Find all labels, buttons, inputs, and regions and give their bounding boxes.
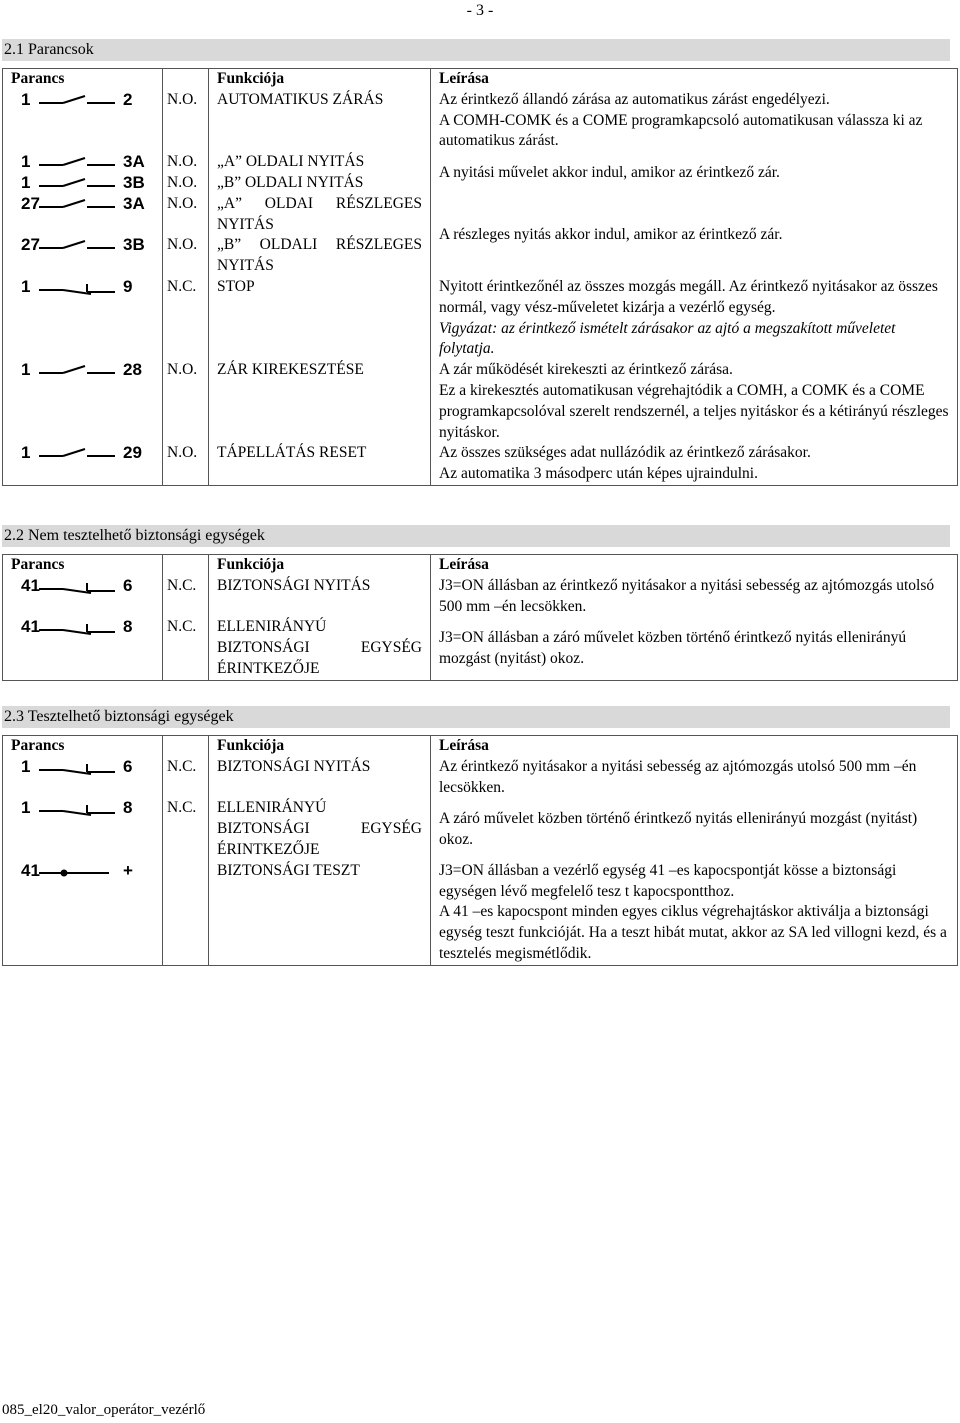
table-row xyxy=(3,861,958,965)
page-number: - 3 - xyxy=(466,2,494,19)
contact-type: N.O. xyxy=(167,153,198,171)
function-name: STOP xyxy=(217,277,255,295)
command-cell xyxy=(3,861,163,965)
header-leirasa: Leírása xyxy=(431,69,958,90)
terminal-right-label: 3B xyxy=(123,235,145,255)
table-row xyxy=(3,443,958,485)
terminal-symbol xyxy=(3,757,162,778)
terminal-symbol xyxy=(3,798,162,819)
terminal-left-label: 1 xyxy=(21,89,31,109)
nc-contact-icon xyxy=(39,577,119,597)
terminal-right-label: 28 xyxy=(123,360,142,380)
terminal-left-label: 41 xyxy=(21,617,40,637)
header-funkcioja: Funkciója xyxy=(209,736,431,757)
contact-type: N.O. xyxy=(167,444,198,462)
function-name: ELLENIRÁNYÚ BIZTONSÁGI EGYSÉG ÉRINTKEZŐJE xyxy=(217,618,422,677)
terminal-symbol xyxy=(3,277,162,298)
terminal-left-label: 1 xyxy=(21,798,31,818)
contact-type-cell xyxy=(163,861,209,965)
description-text: A nyitási művelet akkor indul, amikor az érintkező zár. xyxy=(439,163,780,181)
command-cell xyxy=(3,152,163,194)
contact-type: N.C. xyxy=(167,277,197,295)
description-text: A zár működését kirekeszti az érintkező zárása. xyxy=(439,361,733,379)
header-funkcioja: Funkciója xyxy=(209,555,431,576)
function-name: „B” OLDALI RÉSZLEGES NYITÁS xyxy=(217,236,422,275)
description-cell xyxy=(431,194,958,277)
function-name: BIZTONSÁGI NYITÁS xyxy=(217,757,371,775)
terminal-right-label: 6 xyxy=(123,756,133,776)
terminal-symbol xyxy=(3,152,162,173)
function-cell xyxy=(209,360,431,443)
function-cell xyxy=(209,798,431,860)
no-contact-icon xyxy=(39,153,119,173)
no-contact-icon xyxy=(39,174,119,194)
terminal-symbol xyxy=(3,194,162,236)
section-heading-parancsok: 2.1 Parancsok xyxy=(2,39,950,61)
description-text: A COMH-COMK és a COME programkapcsoló automatikusan válassza ki az automatikus zárást. xyxy=(439,111,923,150)
header-parancs: Parancs xyxy=(3,555,163,576)
terminal-left-label: 1 xyxy=(21,360,31,380)
terminal-left-label: 41 xyxy=(21,860,40,880)
terminal-right-label: 6 xyxy=(123,575,133,595)
command-cell xyxy=(3,576,163,618)
table-row xyxy=(3,90,958,152)
contact-type-cell xyxy=(163,798,209,860)
contact-type-cell xyxy=(163,443,209,485)
function-name: ELLENIRÁNYÚ BIZTONSÁGI EGYSÉG ÉRINTKEZŐJE xyxy=(217,799,422,858)
contact-type: N.C. xyxy=(167,757,197,775)
testable-safety-table xyxy=(2,735,958,966)
description-text: A záró művelet közben történő érintkező nyitás ellenirányú mozgást (nyitást) okoz. xyxy=(439,809,918,848)
terminal-right-label: 3B xyxy=(123,172,145,192)
contact-type: N.O. xyxy=(167,361,198,379)
description-cell xyxy=(431,277,958,360)
function-cell xyxy=(209,617,431,680)
terminal-symbol xyxy=(3,173,162,194)
description-text: Az érintkező nyitásakor a nyitási sebesség az ajtómozgás utolsó 500 mm –én lecsökken. xyxy=(439,757,917,796)
description-text: J3=ON állásban az érintkező nyitásakor a nyitási sebesség az ajtómozgás utolsó 500 mm –én lecsökken. xyxy=(439,576,935,615)
contact-type-cell xyxy=(163,194,209,277)
contact-type: N.C. xyxy=(167,799,197,817)
table-row xyxy=(3,576,958,618)
command-cell xyxy=(3,194,163,277)
header-funkcioja: Funkciója xyxy=(209,69,431,90)
terminal-left-label: 1 xyxy=(21,443,31,463)
contact-type-cell xyxy=(163,277,209,360)
description-text: A 41 –es kapocspont minden egyes ciklus végrehajtáskor aktiválja a biztonsági egység teszt funkcióját. Ha a teszt hibát mutat, akkor az SA led villogni kezd, és a tesztelés megismétlődik. xyxy=(439,903,947,962)
description-cell xyxy=(431,360,958,443)
function-name: BIZTONSÁGI TESZT xyxy=(217,861,360,879)
terminal-symbol xyxy=(3,617,162,638)
table-row xyxy=(3,617,958,680)
header-leirasa: Leírása xyxy=(431,736,958,757)
description-cell xyxy=(431,861,958,965)
description-text: A részleges nyitás akkor indul, amikor az érintkező zár. xyxy=(439,225,783,243)
table-row xyxy=(3,277,958,360)
terminal-right-label: 9 xyxy=(123,276,133,296)
terminal-left-label: 41 xyxy=(21,575,40,595)
description-cell xyxy=(431,90,958,152)
description-cell xyxy=(431,443,958,485)
command-cell xyxy=(3,798,163,860)
function-cell xyxy=(209,861,431,965)
commands-table xyxy=(2,68,958,486)
section-heading-nem-tesztelheto: 2.2 Nem tesztelhető biztonsági egységek xyxy=(2,525,950,547)
contact-type-cell xyxy=(163,90,209,152)
function-name: ZÁR KIREKESZTÉSE xyxy=(217,361,364,379)
function-cell xyxy=(209,443,431,485)
description-cell xyxy=(431,757,958,799)
terminal-right-label: 3A xyxy=(123,152,145,172)
function-cell xyxy=(209,576,431,618)
function-name: „B” OLDALI NYITÁS xyxy=(217,173,364,191)
description-text: Az automatika 3 másodperc után képes ujraindulni. xyxy=(439,465,758,483)
contact-type-cell xyxy=(163,360,209,443)
function-name: AUTOMATIKUS ZÁRÁS xyxy=(217,90,384,108)
header-parancs: Parancs xyxy=(3,736,163,757)
no-contact-icon xyxy=(39,236,119,256)
terminal-left-label: 1 xyxy=(21,276,31,296)
no-contact-icon xyxy=(39,361,119,381)
description-cell xyxy=(431,576,958,618)
command-cell xyxy=(3,360,163,443)
table-row xyxy=(3,194,958,277)
nc-contact-icon xyxy=(39,618,119,638)
section-heading-tesztelheto: 2.3 Tesztelhető biztonsági egységek xyxy=(2,706,950,728)
terminal-right-label: 8 xyxy=(123,798,133,818)
contact-type-cell xyxy=(163,576,209,618)
terminal-right-label: 2 xyxy=(123,89,133,109)
function-cell xyxy=(209,757,431,799)
table-row xyxy=(3,360,958,443)
nc-contact-icon xyxy=(39,758,119,778)
contact-type: N.O. xyxy=(167,194,198,212)
warning-note: Vigyázat: az érintkező ismételt zárásakor az ajtó a megszakított műveletet folytatja. xyxy=(439,319,896,358)
terminal-symbol xyxy=(3,235,162,277)
terminal-symbol xyxy=(3,576,162,597)
function-cell xyxy=(209,194,431,277)
contact-type: N.C. xyxy=(167,618,197,636)
function-name: TÁPELLÁTÁS RESET xyxy=(217,444,367,462)
terminal-right-label: 8 xyxy=(123,617,133,637)
command-cell xyxy=(3,277,163,360)
terminal-symbol xyxy=(3,443,162,464)
contact-type: N.O. xyxy=(167,236,198,254)
non-testable-safety-table xyxy=(2,554,958,681)
contact-type: N.C. xyxy=(167,576,197,594)
description-text: Az érintkező állandó zárása az automatikus zárást engedélyezi. xyxy=(439,90,830,108)
function-cell xyxy=(209,90,431,152)
terminal-symbol xyxy=(3,861,162,882)
contact-type-cell xyxy=(163,757,209,799)
description-cell xyxy=(431,798,958,860)
table-row xyxy=(3,757,958,799)
terminal-left-label: 27 xyxy=(21,235,40,255)
table-row xyxy=(3,152,958,194)
terminal-left-label: 27 xyxy=(21,193,40,213)
command-cell xyxy=(3,90,163,152)
terminal-symbol xyxy=(3,360,162,381)
header-leirasa: Leírása xyxy=(431,555,958,576)
description-text: J3=ON állásban a vezérlő egység 41 –es kapocspontját kösse a biztonsági egységen lévő megfelelő tesz t kapocspontthoz. xyxy=(439,861,897,900)
description-text: Nyitott érintkezőnél az összes mozgás megáll. Az érintkező nyitásakor az összes normál, vagy vész-műveletet kizárja a vezérlő egység. xyxy=(439,277,938,316)
terminal-right-label: 3A xyxy=(123,193,145,213)
no-contact-icon xyxy=(39,91,119,111)
no-contact-icon xyxy=(39,444,119,464)
command-cell xyxy=(3,443,163,485)
command-cell xyxy=(3,757,163,799)
table-row xyxy=(3,798,958,860)
test-terminal-icon xyxy=(39,862,119,882)
command-cell xyxy=(3,617,163,680)
no-contact-icon xyxy=(39,195,119,215)
description-text: Ez a kirekesztés automatikusan végrehajtódik a COMH, a COMK és a COME programkapcsolóval szerelt rendszernél, a teljes nyitáskor és a kétirányú részleges nyitáskor. xyxy=(439,381,949,441)
nc-contact-icon xyxy=(39,278,119,298)
function-cell xyxy=(209,277,431,360)
function-name: BIZTONSÁGI NYITÁS xyxy=(217,576,371,594)
description-cell xyxy=(431,152,958,194)
terminal-right-label: + xyxy=(123,860,133,880)
description-text: Az összes szükséges adat nullázódik az érintkező zárásakor. xyxy=(439,444,811,462)
contact-type-cell xyxy=(163,152,209,194)
description-text: J3=ON állásban a záró művelet közben történő érintkező nyitás ellenirányú mozgást (nyitást) okoz. xyxy=(439,628,907,667)
nc-contact-icon xyxy=(39,799,119,819)
terminal-left-label: 1 xyxy=(21,756,31,776)
header-parancs: Parancs xyxy=(3,69,163,90)
terminal-left-label: 1 xyxy=(21,172,31,192)
contact-type-cell xyxy=(163,617,209,680)
contact-type: N.O. xyxy=(167,90,198,108)
contact-type: N.O. xyxy=(167,173,198,191)
footer-document-id: 085_el20_valor_operátor_vezérlő xyxy=(2,1402,206,1418)
terminal-left-label: 1 xyxy=(21,152,31,172)
terminal-symbol xyxy=(3,90,162,111)
function-name: „A” OLDAI RÉSZLEGES NYITÁS xyxy=(217,194,422,233)
function-name: „A” OLDALI NYITÁS xyxy=(217,153,365,171)
function-cell xyxy=(209,152,431,194)
terminal-right-label: 29 xyxy=(123,443,142,463)
description-cell xyxy=(431,617,958,680)
